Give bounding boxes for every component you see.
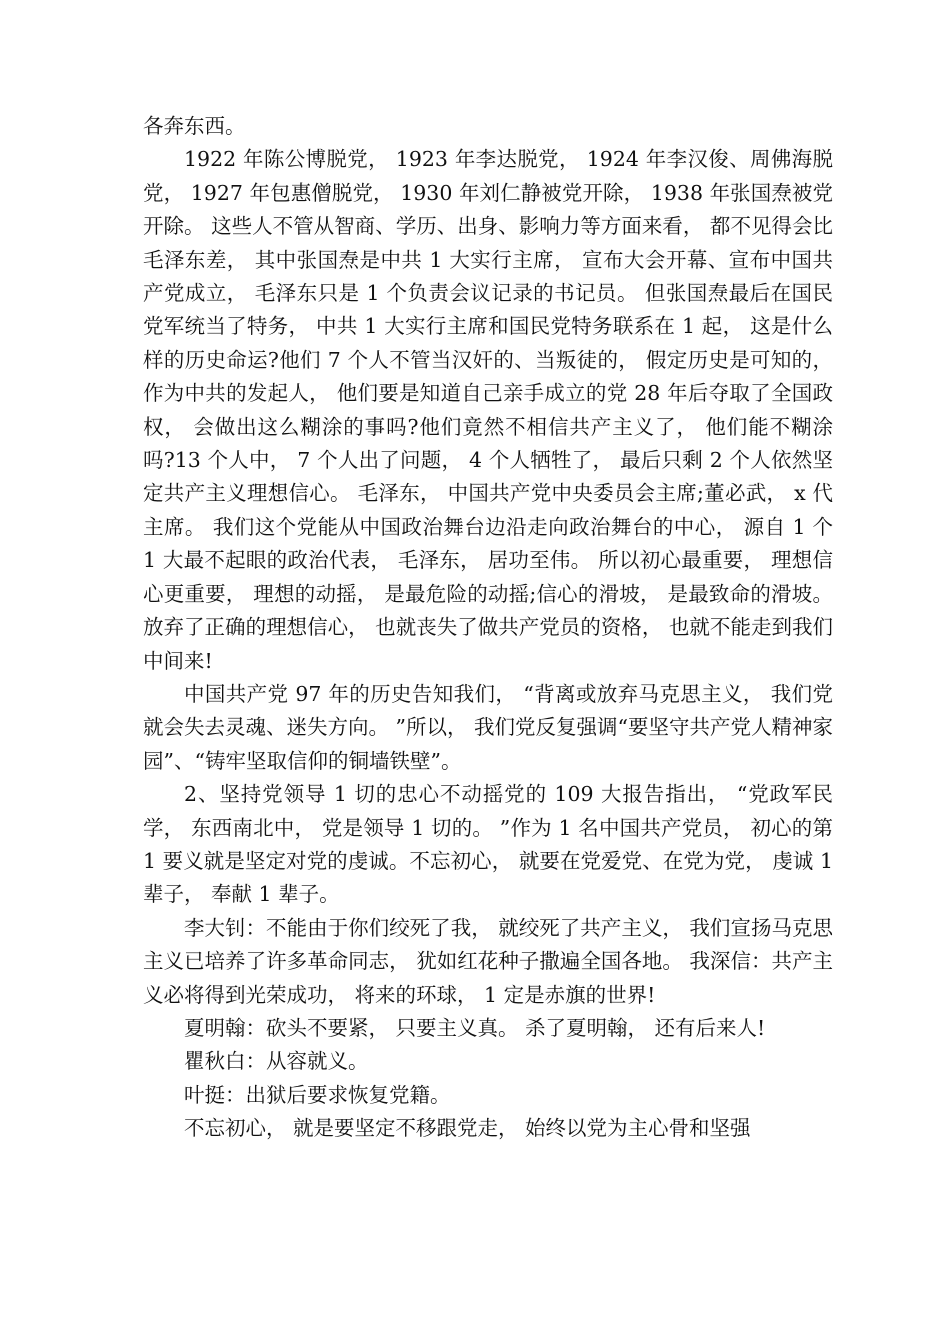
- paragraph: 中国共产党 97 年的历史告知我们， “背离或放弃马克思主义， 我们党就会失去灵魂、迷失方向。 ”所以， 我们党反复强调“要坚守共产党人精神家园”、“铸牢坚取信仰的铜墙铁壁”。: [143, 681, 833, 773]
- paragraph: 瞿秋白：从容就义。: [184, 1049, 369, 1074]
- paragraph: 1922 年陈公博脱党， 1923 年李达脱党， 1924 年李汉俊、周佛海脱党， 1927 年包惠僧脱党， 1930 年刘仁静被党开除， 1938 年张国焘被党开除。 这些人不管从智商、学历、出身、影响力等方面来看， 都不见得会比毛泽东差， 其中张国焘是中共 1 大实行主席， 宣布大会开幕、宣布中国共产党成立， 毛泽东只是 1 个负责会议记录的书记员。 但张国焘最后在国民党军统当了特务， 中共 1 大实行主席和国民党特务联系在 1 起， 这是什么样的历史命运?他们 7 个人不管当汉奸的、当叛徒的， 假定历史是可知的， 作为中共的发起人， 他们要是知道自己亲手成立的党 28 年后夺取了全国政权， 会做出这么糊涂的事吗?他们竟然不相信共产主义了， 他们能不糊涂吗?13 个人中， 7 个人出了问题， 4 个人牺牲了， 最后只剩 2 个人依然坚定共产主义理想信心。 毛泽东， 中国共产党中央委员会主席;董必武， x 代主席。 我们这个党能从中国政治舞台边沿走向政治舞台的中心， 源自 1 个 1 大最不起眼的政治代表， 毛泽东， 居功至伟。 所以初心最重要， 理想信心更重要， 理想的动摇， 是最危险的动摇;信心的滑坡， 是最致命的滑坡。 放弃了正确的理想信心， 也就丧失了做共产党员的资格， 也就不能走到我们中间来!: [143, 147, 833, 673]
- document-body: [143, 110, 833, 1146]
- paragraph: 李大钊：不能由于你们绞死了我， 就绞死了共产主义， 我们宣扬马克思主义已培养了许多革命同志， 犹如红花种子撒遍全国各地。 我深信：共产主义必将得到光荣成功， 将来的环球， 1 定是赤旗的世界!: [143, 915, 833, 1007]
- paragraph: 各奔东西。: [143, 114, 246, 138]
- paragraph: 2、坚持党领导 1 切的忠心不动摇党的 109 大报告指出， “党政军民学， 东西南北中， 党是领导 1 切的。 ”作为 1 名中国共产党员， 初心的第 1 要义就是坚定对党的虔诚。不忘初心， 就要在党爱党、在党为党， 虔诚 1 辈子， 奉献 1 辈子。: [143, 782, 833, 907]
- paragraph: 不忘初心， 就是要坚定不移跟党走， 始终以党为主心骨和坚强: [184, 1116, 751, 1141]
- paragraph: 叶挺：出狱后要求恢复党籍。: [184, 1082, 451, 1107]
- paragraph: 夏明翰：砍头不要紧， 只要主义真。 杀了夏明翰， 还有后来人!: [184, 1015, 766, 1040]
